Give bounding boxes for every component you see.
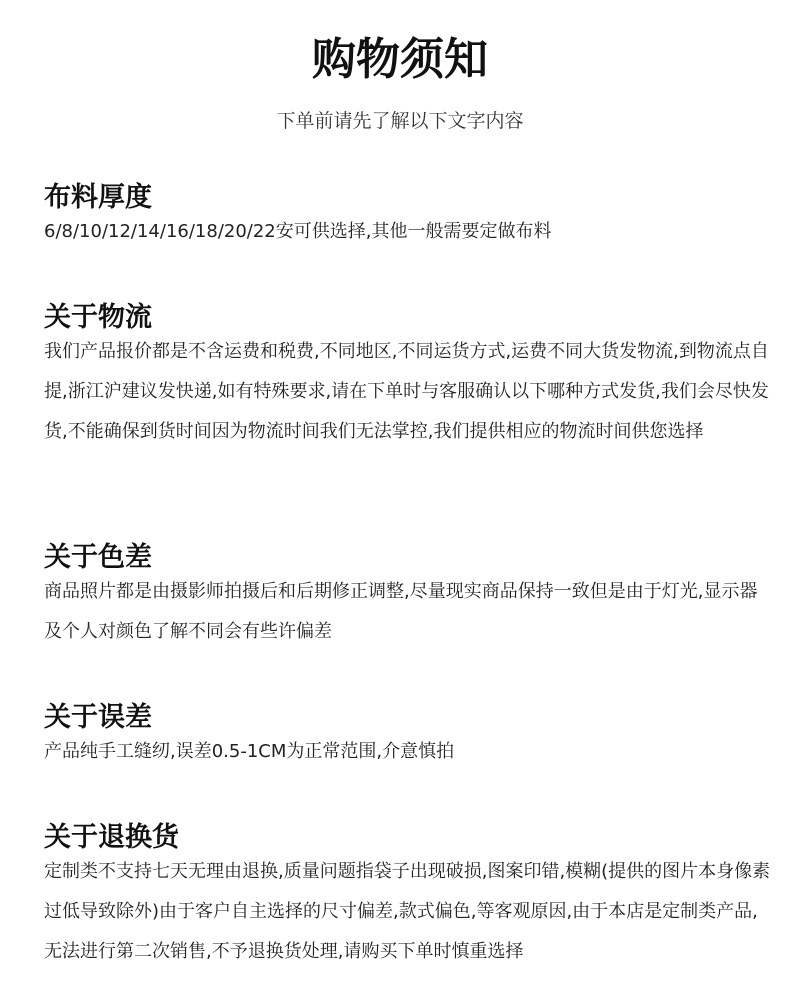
section-tolerance — [44, 700, 774, 772]
section-body: 产品纯手工缝纫,误差0.5-1CM为正常范围,介意慎拍 — [44, 741, 455, 762]
section-body: 我们产品报价都是不含运费和税费,不同地区,不同运货方式,运费不同大货发物流,到物流点自提,浙江沪建议发快递,如有特殊要求,请在下单时与客服确认以下哪种方式发货,我们会尽快发货,不能确保到货时间因为物流时间我们无法掌控,我们提供相应的物流时间供您选择 — [44, 341, 769, 442]
section-body: 商品照片都是由摄影师拍摄后和后期修正调整,尽量现实商品保持一致但是由于灯光,显示器及个人对颜色了解不同会有些许偏差 — [44, 581, 758, 642]
section-body: 定制类不支持七天无理由退换,质量问题指袋子出现破损,图案印错,模糊(提供的图片本身像素过低导致除外)由于客户自主选择的尺寸偏差,款式偏色,等客观原因,由于本店是定制类产品,无法进行第二次销售,不予退换货处理,请购买下单时慎重选择 — [44, 861, 771, 962]
section-heading: 关于物流 — [44, 302, 152, 333]
section-heading: 关于色差 — [44, 542, 152, 573]
section-body: 6/8/10/12/14/16/18/20/22安可供选择,其他一般需要定做布料 — [44, 221, 552, 242]
page-title: 购物须知 — [312, 34, 488, 85]
section-returns — [44, 820, 774, 972]
section-fabric-thickness — [44, 180, 774, 252]
section-logistics — [44, 300, 774, 452]
section-heading: 关于退换货 — [44, 822, 179, 853]
page-subtitle: 下单前请先了解以下文字内容 — [276, 110, 524, 132]
section-heading: 关于误差 — [44, 702, 152, 733]
section-heading: 布料厚度 — [44, 182, 152, 213]
section-color-difference — [44, 540, 774, 652]
